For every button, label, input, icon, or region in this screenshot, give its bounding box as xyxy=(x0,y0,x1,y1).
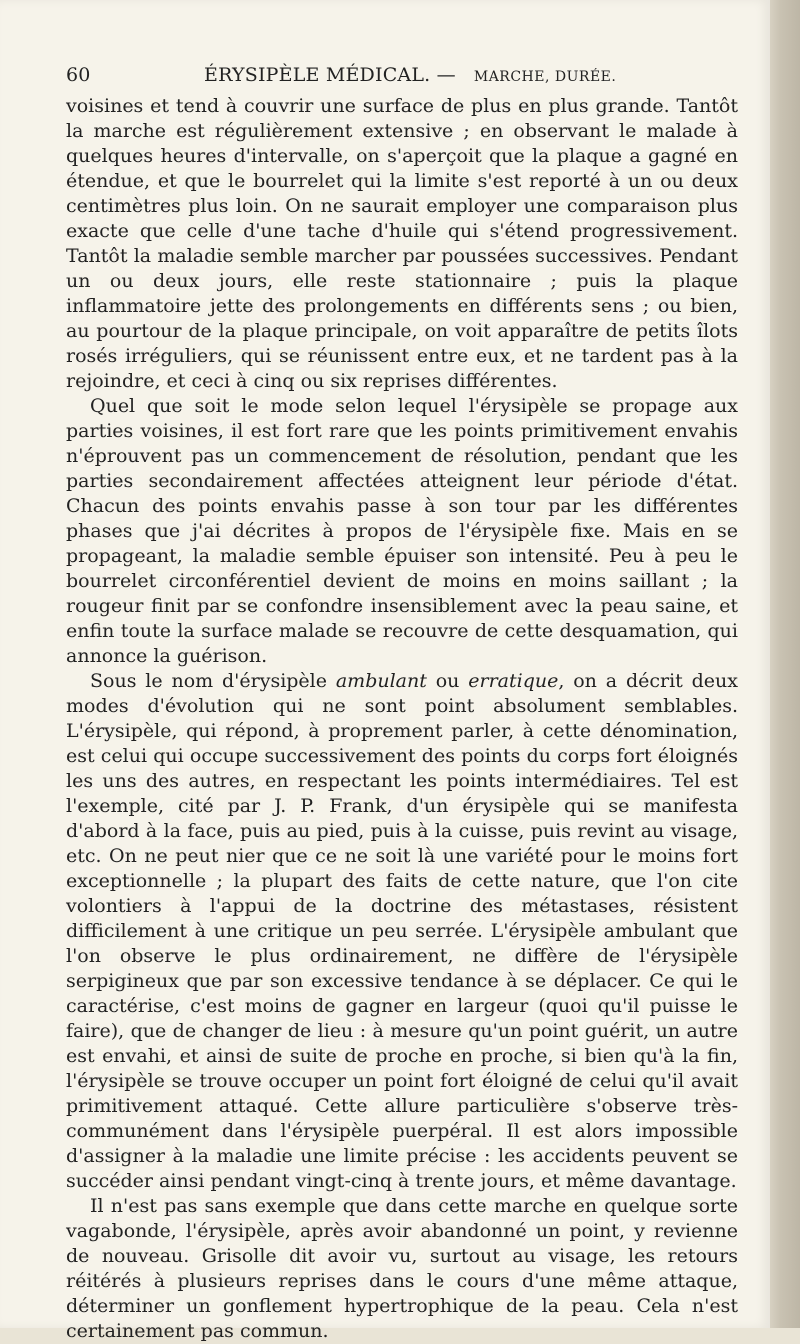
paragraph-3-text-between: ou xyxy=(426,670,469,692)
page-content xyxy=(66,64,738,1344)
running-subtitle: MARCHE, DURÉE. xyxy=(473,69,617,85)
paragraph-3-text-after: , on a décrit deux modes d'évolution qui ne sont point absolument semblables. L'érysipèle, qui répond, à proprement parler, à cette dénomination, est celui qui occupe successivement des points du corps fort éloignés les uns des autres, en respectant les points intermédiaires. Tel est l'exemple, cité par J. P. Frank, d'un érysipèle qui se manifesta d'abord à la face, puis au pied, puis à la cuisse, puis revint au visage, etc. On ne peut nier que ce ne soit là une variété pour le moins fort exceptionnelle ; la plupart des faits de cette nature, que l'on cite volontiers à l'appui de la doctrine des métastases, résistent difficilement à une critique un peu serrée. L'érysipèle ambulant que l'on observe le plus ordinairement, ne diffère de l'érysipèle serpigineux que par son excessive tendance à se déplacer. Ce qui le caractérise, c'est moins de gagner en largeur (quoi qu'il puisse le faire), que de changer de lieu : à mesure qu'un point guérit, un autre est envahi, et ainsi de suite de proche en proche, si bien qu'à la fin, l'érysipèle se trouve occuper un point fort éloigné de celui qu'il avait primitivement attaqué. Cette allure particulière s'observe très-communément dans l'érysipèle puerpéral. Il est alors impossible d'assigner à la maladie une limite précise : les accidents peuvent se succéder ainsi pendant vingt-cinq à trente jours, et même davantage. xyxy=(66,670,738,1192)
page-number: 60 xyxy=(66,64,91,86)
running-title: ÉRYSIPÈLE MÉDICAL. — xyxy=(204,64,456,86)
paragraph-2: Quel que soit le mode selon lequel l'érysipèle se propage aux parties voisines, il est fort rare que les points primitivement envahis n'éprouvent pas un commencement de résolution, pendant que les parties secondairement affectées atteignent leur période d'état. Chacun des points envahis passe à son tour par les différentes phases que j'ai décrites à propos de l'érysipèle fixe. Mais en se propageant, la maladie semble épuiser son intensité. Peu à peu le bourrelet circonférentiel devient de moins en moins saillant ; la rougeur finit par se confondre insensiblement avec la peau saine, et enfin toute la surface malade se recouvre de cette desquamation, qui annonce la guérison. xyxy=(66,395,738,667)
paragraph-3-text-before: Sous le nom d'érysipèle xyxy=(90,670,336,692)
paragraph-1: voisines et tend à couvrir une surface de plus en plus grande. Tantôt la marche est régulièrement extensive ; en observant le malade à quelques heures d'intervalle, on s'aperçoit que la plaque a gagné en étendue, et que le bourrelet qui la limite s'est reporté à un ou deux centimètres plus loin. On ne saurait employer une comparaison plus exacte que celle d'une tache d'huile qui s'étend progressivement. Tantôt la maladie semble marcher par poussées successives. Pendant un ou deux jours, elle reste stationnaire ; puis la plaque inflammatoire jette des prolongements en différents sens ; ou bien, au pourtour de la plaque principale, on voit apparaître de petits îlots rosés irréguliers, qui se réunissent entre eux, et ne tardent pas à la rejoindre, et ceci à cinq ou six reprises différentes. xyxy=(66,95,738,392)
italic-term-ambulant: ambulant xyxy=(335,670,427,692)
paragraph-4: Il n'est pas sans exemple que dans cette marche en quelque sorte vagabonde, l'érysipèle, après avoir abandonné un point, y revienne de nouveau. Grisolle dit avoir vu, surtout au visage, les retours réitérés à plusieurs reprises dans le cours d'une même attaque, déterminer un gonflement hypertrophique de la peau. Cela n'est certainement pas commun. xyxy=(66,1195,738,1342)
page-edge xyxy=(770,0,800,1328)
running-header xyxy=(66,64,738,86)
italic-term-erratique: erratique xyxy=(468,670,559,692)
paragraph-3 xyxy=(66,669,738,1194)
